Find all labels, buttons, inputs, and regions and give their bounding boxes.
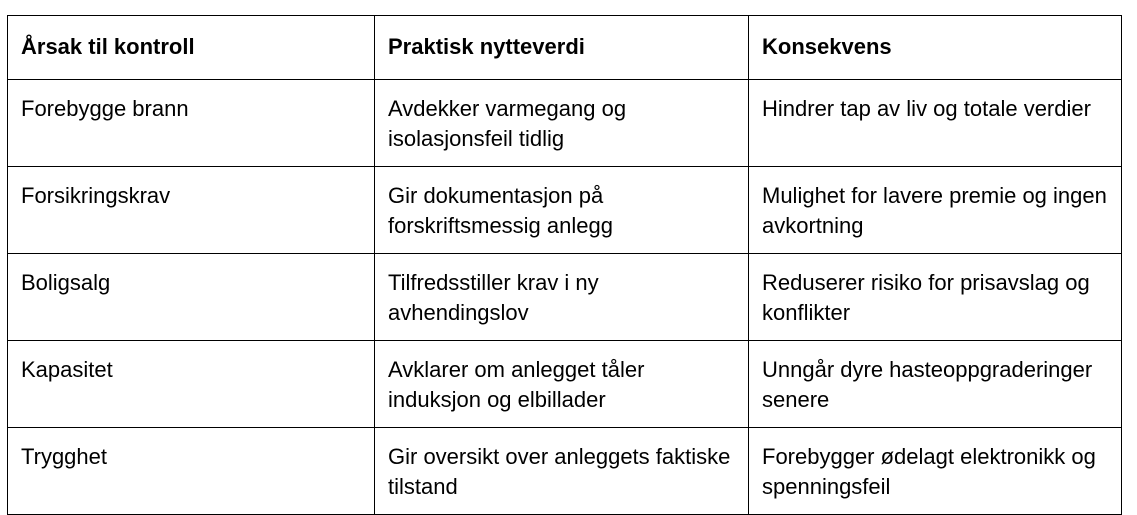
cell-reason: Boligsalg — [8, 254, 375, 341]
cell-practical-value: Gir oversikt over anleggets faktiske tilstand — [375, 428, 749, 515]
table-row — [8, 254, 1122, 341]
table-header-row — [8, 16, 1122, 80]
cell-reason: Forebygge brann — [8, 80, 375, 167]
cell-consequence: Forebygger ødelagt elektronikk og spenningsfeil — [749, 428, 1122, 515]
table-row — [8, 341, 1122, 428]
cell-reason: Forsikringskrav — [8, 167, 375, 254]
header-consequence: Konsekvens — [749, 16, 1122, 80]
cell-consequence: Unngår dyre hasteoppgraderinger senere — [749, 341, 1122, 428]
control-reasons-table — [7, 15, 1122, 515]
table-row — [8, 428, 1122, 515]
cell-consequence: Reduserer risiko for prisavslag og konflikter — [749, 254, 1122, 341]
cell-consequence: Hindrer tap av liv og totale verdier — [749, 80, 1122, 167]
table-row — [8, 80, 1122, 167]
table-row — [8, 167, 1122, 254]
cell-practical-value: Avklarer om anlegget tåler induksjon og elbillader — [375, 341, 749, 428]
cell-practical-value: Gir dokumentasjon på forskriftsmessig anlegg — [375, 167, 749, 254]
cell-consequence: Mulighet for lavere premie og ingen avkortning — [749, 167, 1122, 254]
header-practical-value: Praktisk nytteverdi — [375, 16, 749, 80]
cell-practical-value: Avdekker varmegang og isolasjonsfeil tidlig — [375, 80, 749, 167]
cell-reason: Trygghet — [8, 428, 375, 515]
cell-reason: Kapasitet — [8, 341, 375, 428]
cell-practical-value: Tilfredsstiller krav i ny avhendingslov — [375, 254, 749, 341]
header-reason: Årsak til kontroll — [8, 16, 375, 80]
